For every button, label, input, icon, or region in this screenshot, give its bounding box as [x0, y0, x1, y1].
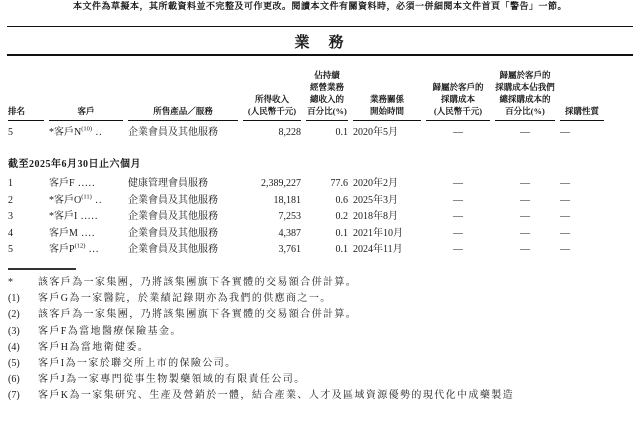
footnote-item — [8, 356, 634, 372]
cell-cost: — — [453, 194, 463, 206]
cell-rank: 4 — [8, 227, 13, 239]
top-customers-table — [3, 70, 609, 256]
cell-nature: — — [560, 194, 570, 206]
table-header-row — [8, 70, 604, 121]
table-row — [8, 207, 604, 224]
table-row — [8, 240, 604, 257]
footnote-marker: (3) — [8, 325, 20, 337]
title-bottom-rule — [7, 54, 633, 56]
cell-revenue: 4,387 — [278, 227, 301, 239]
footnote-item — [8, 340, 634, 356]
footnote-marker: (4) — [8, 341, 20, 353]
footnote-item — [8, 307, 634, 323]
cell-cost: — — [453, 227, 463, 239]
footnote-text: 該客戶為一家集團，乃將該集團旗下各實體的交易額合併計算。 — [38, 277, 358, 289]
period-section-row — [8, 141, 604, 174]
footnote-marker: (7) — [8, 390, 20, 402]
cell-nature: — — [560, 178, 570, 190]
col-header-revenue-pct: 佔持續 經營業務 總收入的 百分比(%) — [306, 70, 348, 121]
cell-customer: 客戶M .... — [49, 227, 96, 239]
cell-start-date: 2025年3月 — [353, 194, 398, 206]
col-header-rank: 排名 — [8, 70, 44, 121]
cell-revenue-pct: 0.2 — [335, 211, 348, 223]
cell-start-date: 2021年10月 — [353, 227, 403, 239]
cell-revenue: 2,389,227 — [261, 178, 301, 190]
cell-rank: 5 — [8, 126, 13, 138]
cell-customer: 客戶F ..... — [49, 178, 96, 190]
cell-nature: — — [560, 126, 570, 138]
footnote-item — [8, 388, 634, 404]
cell-product: 企業會員及其他服務 — [128, 194, 218, 206]
col-header-product: 所售產品／服務 — [128, 70, 238, 121]
col-header-cost-pct: 歸屬於客戶的 採購成本佔我們 總採購成本的 百分比(%) — [495, 70, 555, 121]
cell-revenue: 8,228 — [278, 126, 301, 138]
footnotes — [8, 275, 634, 405]
cell-revenue: 7,253 — [278, 211, 301, 223]
footnote-text: 客戶G為一家醫院，於業績記錄期亦為我們的供應商之一。 — [38, 293, 332, 305]
cell-cost: — — [453, 244, 463, 256]
footnote-marker: (5) — [8, 358, 20, 370]
cell-customer: 客戶$P^{(12)}$ ... — [49, 242, 100, 256]
cell-customer: *客戶I ..... — [49, 211, 99, 223]
cell-product: 企業會員及其他服務 — [128, 211, 218, 223]
cell-revenue: 18,181 — [273, 194, 301, 206]
cell-nature: — — [560, 227, 570, 239]
footnote-text: 客戶K為一家集研究、生產及營銷於一體，結合產業、人才及區域資源優勢的現代化中成藥製造 — [38, 390, 515, 402]
table-row — [8, 121, 604, 141]
footnote-marker: (6) — [8, 374, 20, 386]
footnote-marker: * — [8, 277, 13, 289]
cell-start-date: 2018年8月 — [353, 211, 398, 223]
cell-customer: *客戶$O^{(11)}$ .. — [49, 193, 103, 206]
cell-product: 企業會員及其他服務 — [128, 126, 218, 138]
footnote-divider — [8, 268, 76, 270]
col-header-start-date: 業務關係 開始時間 — [353, 70, 421, 121]
footnote-text: 客戶J為一家專門從事生物製藥領域的有限責任公司。 — [38, 374, 306, 386]
cell-revenue-pct: 77.6 — [330, 178, 348, 190]
footnote-item — [8, 324, 634, 340]
footnote-text: 客戶H為當地衛健委。 — [38, 341, 150, 353]
cell-product: 健康管理會員服務 — [128, 178, 208, 190]
cell-rank: 2 — [8, 194, 13, 206]
col-header-customer: 客戶 — [49, 70, 123, 121]
footnote-item — [8, 275, 634, 291]
cell-rank: 5 — [8, 244, 13, 256]
cell-start-date: 2020年5月 — [353, 126, 398, 138]
top-rule — [7, 26, 633, 27]
cell-product: 企業會員及其他服務 — [128, 244, 218, 256]
footnote-item — [8, 372, 634, 388]
footnote-text: 該客戶為一家集團，乃將該集團旗下各實體的交易額合併計算。 — [38, 309, 358, 321]
cell-cost-pct: — — [520, 194, 530, 206]
cell-revenue-pct: 0.1 — [335, 126, 348, 138]
cell-revenue-pct: 0.1 — [335, 227, 348, 239]
cell-cost-pct: — — [520, 244, 530, 256]
col-header-cost: 歸屬於客戶的 採購成本 (人民幣千元) — [426, 70, 490, 121]
cell-cost-pct: — — [520, 126, 530, 138]
cell-cost: — — [453, 178, 463, 190]
cell-rank: 1 — [8, 178, 13, 190]
cell-rank: 3 — [8, 211, 13, 223]
cell-revenue: 3,761 — [278, 244, 301, 256]
cell-revenue-pct: 0.6 — [335, 194, 348, 206]
footnote-marker: (2) — [8, 309, 20, 321]
cell-cost: — — [453, 126, 463, 138]
footnote-text: 客戶I為一家於聯交所上市的保險公司。 — [38, 358, 237, 370]
cell-cost: — — [453, 211, 463, 223]
cell-cost-pct: — — [520, 227, 530, 239]
page-title: 業 務 — [294, 35, 346, 51]
cell-customer: *客戶$N^{(10)}$ .. — [49, 125, 103, 138]
footnote-item — [8, 291, 634, 307]
footnote-text: 客戶F為當地醫療保險基金。 — [38, 325, 182, 337]
draft-disclaimer: 本文件為草擬本，其所載資料並不完整及可作更改。閱讀本文件有關資料時，必須一併細閱本文件首頁「警告」一節。 — [72, 1, 567, 11]
cell-cost-pct: — — [520, 178, 530, 190]
table-row — [8, 174, 604, 191]
cell-nature: — — [560, 211, 570, 223]
cell-cost-pct: — — [520, 211, 530, 223]
cell-product: 企業會員及其他服務 — [128, 227, 218, 239]
period-label: 截至2025年6月30日止六個月 — [8, 158, 141, 170]
table-row — [8, 223, 604, 240]
cell-revenue-pct: 0.1 — [335, 244, 348, 256]
col-header-revenue: 所得收入 (人民幣千元) — [243, 70, 301, 121]
table-row — [8, 190, 604, 207]
cell-nature: — — [560, 244, 570, 256]
cell-start-date: 2020年2月 — [353, 178, 398, 190]
footnote-marker: (1) — [8, 293, 20, 305]
col-header-nature: 採購性質 — [560, 70, 604, 121]
cell-start-date: 2024年11月 — [353, 244, 403, 256]
